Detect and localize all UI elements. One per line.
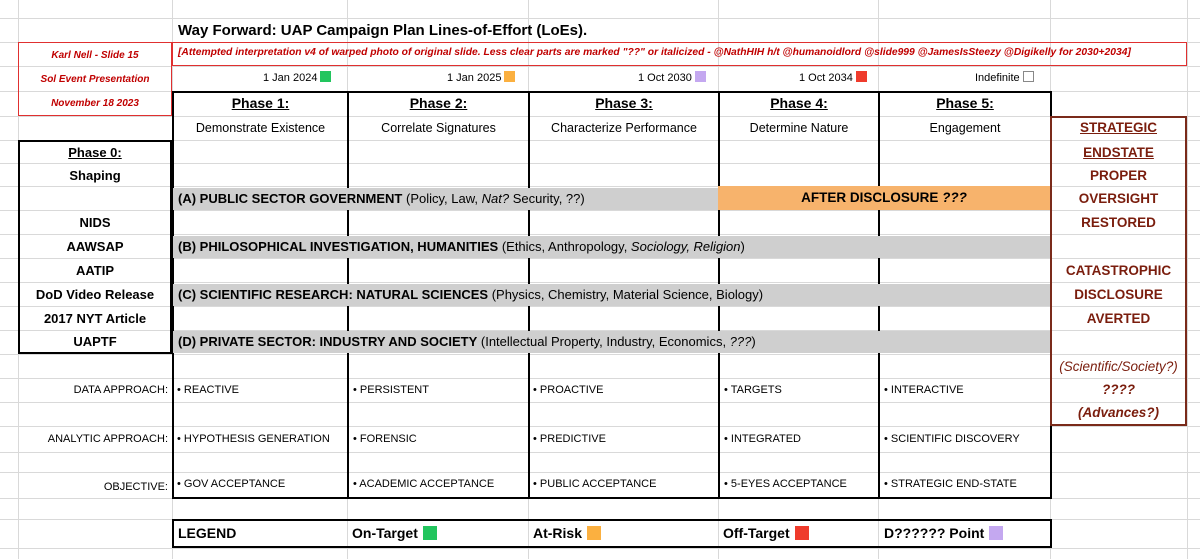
phase-2-subtitle: Correlate Signatures (381, 121, 496, 135)
data-approach-label: DATA APPROACH: (73, 384, 168, 396)
phase-0-item: 2017 NYT Article (43, 311, 147, 326)
phase-3-title: Phase 3: (595, 95, 653, 111)
red-square-icon (795, 526, 809, 540)
source-line-3: November 18 2023 (51, 98, 139, 109)
date-phase-4: 1 Oct 2034 (799, 71, 867, 84)
phase-1-subtitle: Demonstrate Existence (195, 121, 326, 135)
green-square-icon (423, 526, 437, 540)
orange-square-icon (587, 526, 601, 540)
legend-title: LEGEND (178, 525, 237, 541)
phase-4-subtitle: Determine Nature (749, 121, 849, 135)
legend-item-at-risk: At-Risk (533, 525, 601, 541)
interpretation-note: [Attempted interpretation v4 of warped photo of original slide. Less clear parts are marked "??" or italicized - @NathHIH h/t @humanoidlord @slide999 @JamesIsSteezy @Digikelly for 2030+2034] (178, 47, 1131, 58)
purple-square-icon (989, 526, 1003, 540)
phase-0-item: UAPTF (73, 334, 117, 349)
date-phase-3: 1 Oct 2030 (638, 71, 706, 84)
objective-cell: • STRATEGIC END-STATE (884, 478, 1017, 490)
source-line-1: Karl Nell - Slide 15 (51, 50, 139, 61)
loe-b-philosophical: (B) PHILOSOPHICAL INVESTIGATION, HUMANITIES (Ethics, Anthropology, Sociology, Religion) (173, 236, 1050, 258)
data-approach-cell: • REACTIVE (177, 384, 239, 396)
off-target-square-icon (856, 71, 867, 82)
analytic-approach-cell: • FORENSIC (353, 433, 417, 445)
on-target-square-icon (320, 71, 331, 82)
phase-5-subtitle: Engagement (929, 121, 1001, 135)
date-phase-2: 1 Jan 2025 (447, 71, 515, 84)
phase-0-item: NIDS (79, 215, 111, 230)
phase-0-title: Phase 0: (68, 145, 122, 160)
data-approach-cell: • PERSISTENT (353, 384, 429, 396)
phase-1-title: Phase 1: (231, 95, 290, 111)
phase-0-item: DoD Video Release (35, 287, 155, 302)
date-phase-1: 1 Jan 2024 (263, 71, 331, 84)
strategic-line: STRATEGIC (1080, 120, 1157, 135)
strategic-line: PROPER (1089, 168, 1147, 183)
data-approach-cell: • INTERACTIVE (884, 384, 964, 396)
phase-4-title: Phase 4: (770, 95, 828, 111)
source-line-2: Sol Event Presentation (40, 74, 150, 85)
loe-a-public-sector: (A) PUBLIC SECTOR GOVERNMENT (Policy, Law, Nat? Security, ??) (173, 188, 718, 210)
analytic-approach-cell: • SCIENTIFIC DISCOVERY (884, 433, 1020, 445)
strategic-line: ENDSTATE (1083, 145, 1154, 160)
phase-0-item: AATIP (75, 263, 115, 278)
strategic-line: (Advances?) (1077, 405, 1160, 420)
phase-0-item: AAWSAP (66, 239, 124, 254)
strategic-line: (Scientific/Society?) (1059, 359, 1178, 374)
after-disclosure-block: AFTER DISCLOSURE ??? (718, 186, 1050, 210)
strategic-line: RESTORED (1081, 215, 1156, 230)
slide-title: Way Forward: UAP Campaign Plan Lines-of-Effort (LoEs). (178, 22, 588, 39)
phase-5-title: Phase 5: (936, 95, 994, 111)
loe-d-private-sector: (D) PRIVATE SECTOR: INDUSTRY AND SOCIETY (Intellectual Property, Industry, Economics, ???) (173, 331, 1050, 353)
objective-cell: • 5-EYES ACCEPTANCE (724, 478, 847, 490)
legend-item-on-target: On-Target (352, 525, 437, 541)
analytic-approach-cell: • HYPOTHESIS GENERATION (177, 433, 330, 445)
loe-c-scientific: (C) SCIENTIFIC RESEARCH: NATURAL SCIENCES (Physics, Chemistry, Material Science, Biology) (173, 284, 1050, 306)
decision-point-square-icon (695, 71, 706, 82)
strategic-line: AVERTED (1086, 311, 1151, 326)
objective-label: OBJECTIVE: (103, 481, 168, 493)
data-approach-cell: • TARGETS (724, 384, 782, 396)
strategic-line: ???? (1102, 382, 1135, 397)
analytic-approach-label: ANALYTIC APPROACH: (47, 433, 168, 445)
phase-2-title: Phase 2: (409, 95, 468, 111)
analytic-approach-cell: • INTEGRATED (724, 433, 801, 445)
at-risk-square-icon (504, 71, 515, 82)
objective-cell: • GOV ACCEPTANCE (177, 478, 286, 490)
strategic-line: OVERSIGHT (1078, 191, 1159, 206)
objective-cell: • ACADEMIC ACCEPTANCE (353, 478, 495, 490)
indefinite-square-icon (1023, 71, 1034, 82)
legend-item-off-target: Off-Target (723, 525, 809, 541)
data-approach-cell: • PROACTIVE (533, 384, 604, 396)
strategic-line: CATASTROPHIC (1065, 263, 1172, 278)
legend-item-decision-point: D?????? Point (884, 525, 1003, 541)
analytic-approach-cell: • PREDICTIVE (533, 433, 606, 445)
strategic-line: DISCLOSURE (1074, 287, 1163, 302)
objective-cell: • PUBLIC ACCEPTANCE (533, 478, 657, 490)
phase-0-subtitle: Shaping (69, 168, 121, 183)
phase-3-subtitle: Characterize Performance (551, 121, 697, 135)
date-phase-5: Indefinite (975, 71, 1034, 84)
